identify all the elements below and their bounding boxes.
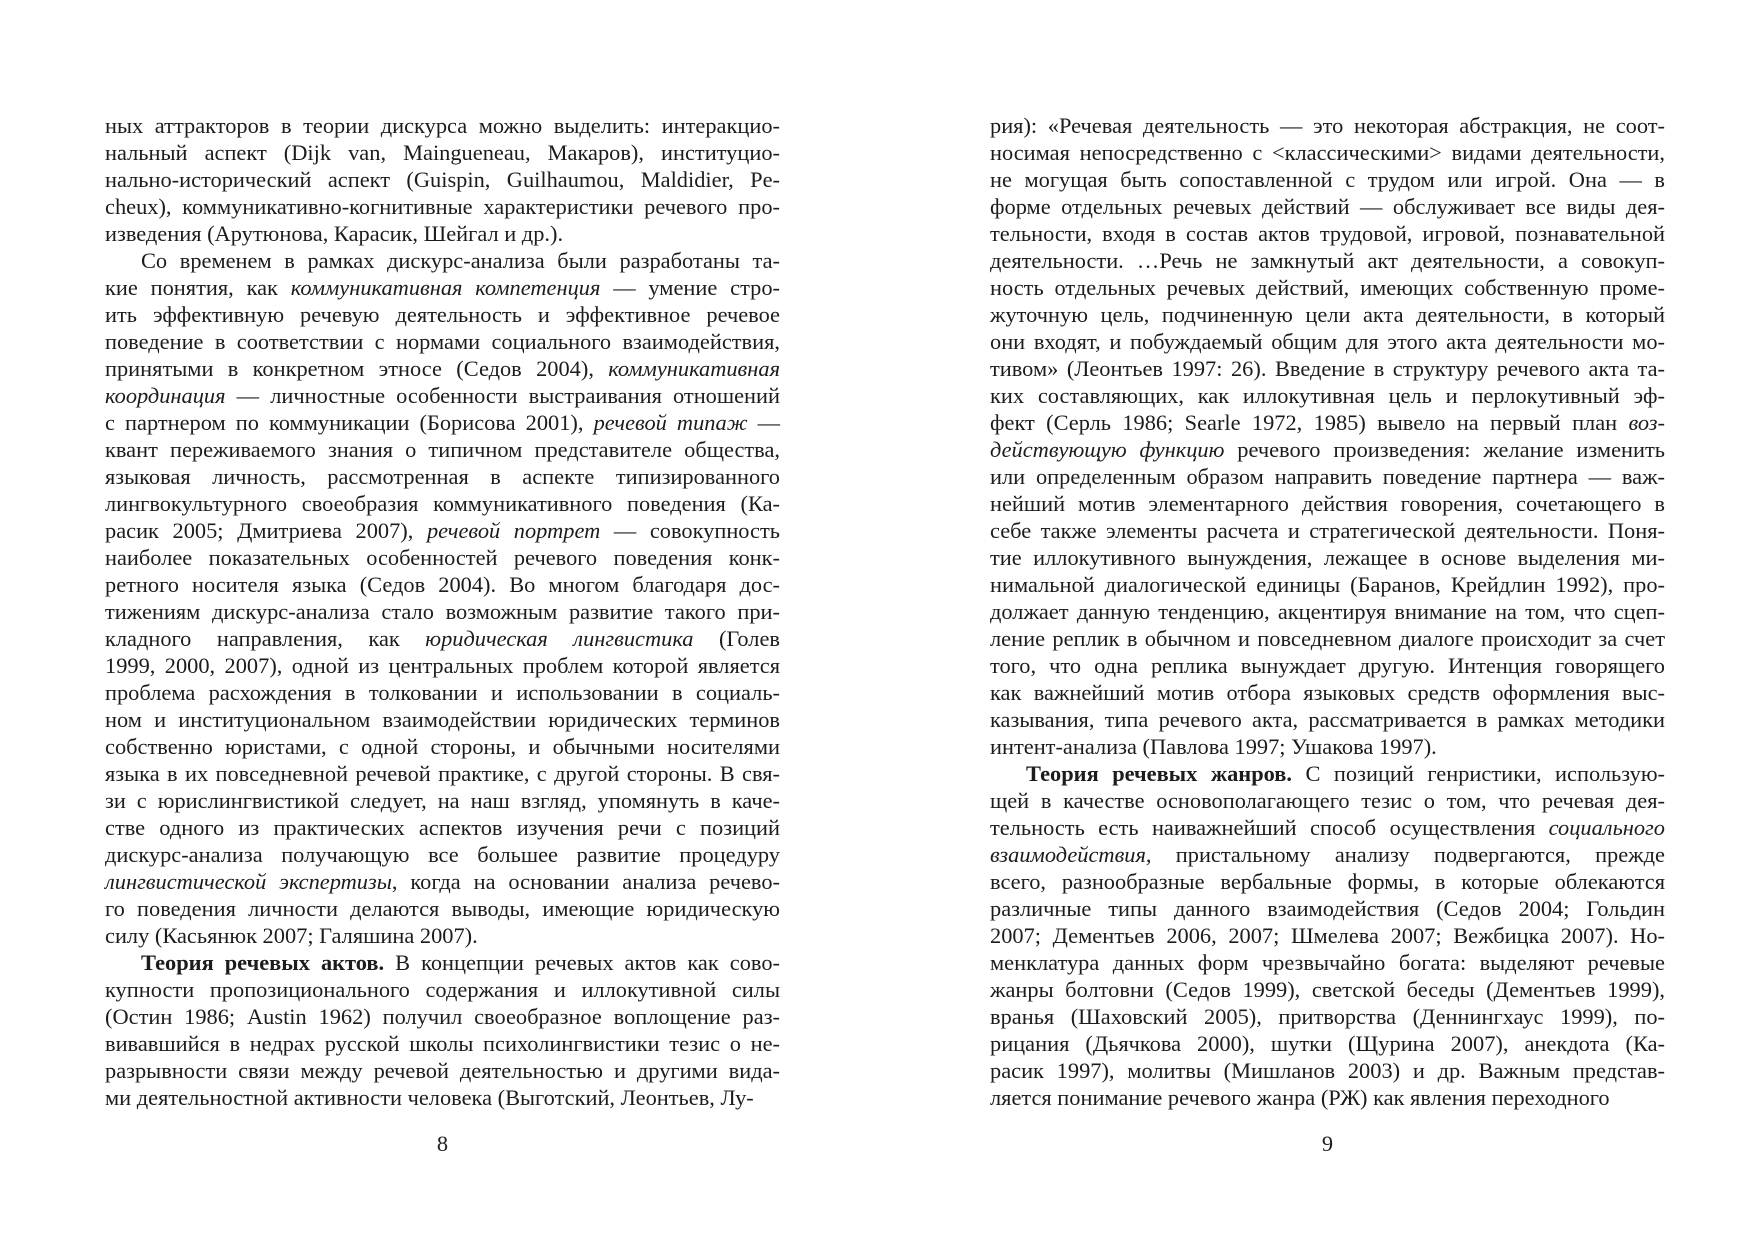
- text-run: стве одного из практических аспектов изучения речи с позиций: [105, 815, 780, 840]
- text-run: речевого произведения: желание изменить: [1224, 437, 1665, 462]
- text-run: В концепции речевых актов как сово-: [384, 950, 780, 975]
- text-run: — совокупность: [600, 518, 780, 543]
- text-run: 1999, 2000, 2007), одной из центральных проблем которой является: [105, 653, 780, 678]
- text-run: —: [747, 410, 780, 435]
- text-run: 2007; Дементьев 2006, 2007; Шмелева 2007; Вежбицка 2007). Но-: [990, 923, 1665, 948]
- text-line: [105, 1084, 780, 1111]
- text-line: [990, 139, 1665, 166]
- text-line: [105, 571, 780, 598]
- italic-term: воз-: [1628, 410, 1665, 435]
- text-line: [105, 274, 780, 301]
- italic-term: юридическая лингвистика: [425, 626, 694, 651]
- text-line: [105, 733, 780, 760]
- text-line: [105, 463, 780, 490]
- text-run: себе также элементы расчета и стратегической деятельности. Поня-: [990, 518, 1665, 543]
- text-line: [990, 1057, 1665, 1084]
- text-line: [990, 166, 1665, 193]
- left-page: [105, 112, 780, 1111]
- text-line: [990, 328, 1665, 355]
- text-line: [990, 922, 1665, 949]
- text-line: [990, 409, 1665, 436]
- text-run: cheux), коммуникативно-когнитивные характеристики речевого про-: [105, 194, 780, 219]
- text-run: вранья (Шаховский 2005), притворства (Деннингхаус 1999), по-: [990, 1004, 1665, 1029]
- text-run: тельности, входя в состав актов трудовой, игровой, познавательной: [990, 221, 1665, 246]
- text-line: [105, 1003, 780, 1030]
- text-line: [990, 841, 1665, 868]
- text-line: [990, 517, 1665, 544]
- text-run: ми деятельностной активности человека (Выготский, Леонтьев, Лу-: [105, 1085, 754, 1110]
- text-line: [990, 112, 1665, 139]
- text-run: языковая личность, рассмотренная в аспекте типизированного: [105, 464, 780, 489]
- text-run: проблема расхождения в толковании и использовании в социаль-: [105, 680, 780, 705]
- text-line: [105, 139, 780, 166]
- text-run: рия): «Речевая деятельность — это некоторая абстракция, не соот-: [990, 113, 1665, 138]
- text-run: различные типы данного взаимодействия (Седов 2004; Гольдин: [990, 896, 1665, 921]
- text-line: [990, 274, 1665, 301]
- right-page-number: 9: [1321, 1131, 1334, 1156]
- text-run: ление реплик в обычном и повседневном диалоге происходит за счет: [990, 626, 1665, 651]
- italic-term: взаимодействия: [990, 842, 1146, 867]
- text-run: ких составляющих, как иллокутивная цель и перлокутивный эф-: [990, 383, 1665, 408]
- text-run: Со временем в рамках дискурс-анализа были разработаны та-: [141, 248, 780, 273]
- right-page: [990, 112, 1665, 1111]
- text-run: кие понятия, как: [105, 275, 291, 300]
- text-line: [990, 814, 1665, 841]
- text-line: [105, 220, 780, 247]
- text-line: [105, 868, 780, 895]
- text-line: [990, 787, 1665, 814]
- text-run: ляется понимание речевого жанра (РЖ) как явления переходного: [990, 1085, 1610, 1110]
- text-line: [990, 949, 1665, 976]
- text-run: тивом» (Леонтьев 1997: 26). Введение в структуру речевого акта та-: [990, 356, 1665, 381]
- text-run: казывания, типа речевого акта, рассматривается в рамках методики: [990, 707, 1665, 732]
- text-line: [990, 760, 1665, 787]
- text-line: [990, 490, 1665, 517]
- text-run: разрывности связи между речевой деятельностью и другими вида-: [105, 1058, 780, 1083]
- text-line: [105, 166, 780, 193]
- text-run: квант переживаемого знания о типичном представителе общества,: [105, 437, 780, 462]
- text-line: [105, 760, 780, 787]
- text-line: [990, 706, 1665, 733]
- section-heading: Теория речевых жанров.: [1026, 761, 1292, 786]
- text-run: изведения (Арутюнова, Карасик, Шейгал и др.).: [105, 221, 564, 246]
- text-run: тельность есть наиважнейший способ осуществления: [990, 815, 1549, 840]
- text-run: нальный аспект (Dijk van, Maingueneau, Макаров), институцио-: [105, 140, 780, 165]
- text-run: — личностные особенности выстраивания отношений: [225, 383, 780, 408]
- italic-term: социального: [1548, 815, 1665, 840]
- text-line: [990, 733, 1665, 760]
- text-line: [105, 706, 780, 733]
- text-run: форме отдельных речевых действий — обслуживает все виды дея-: [990, 194, 1665, 219]
- text-run: нимальной диалогической единицы (Баранов, Крейдлин 1992), про-: [990, 572, 1665, 597]
- text-run: С позиций генристики, использую-: [1291, 761, 1665, 786]
- text-line: [105, 652, 780, 679]
- text-run: (Остин 1986; Austin 1962) получил своеобразное воплощение раз-: [105, 1004, 780, 1029]
- text-line: [105, 436, 780, 463]
- text-run: кладного направления, как: [105, 626, 426, 651]
- text-line: [105, 922, 780, 949]
- text-line: [105, 814, 780, 841]
- text-line: [990, 1003, 1665, 1030]
- text-run: менклатура данных форм чрезвычайно богата: выделяют речевые: [990, 950, 1665, 975]
- text-line: [990, 868, 1665, 895]
- text-run: силу (Касьянюк 2007; Галяшина 2007).: [105, 923, 478, 948]
- text-line: [990, 1084, 1665, 1111]
- text-run: нейший мотив элементарного действия говорения, сочетающего в: [990, 491, 1665, 516]
- text-line: [990, 220, 1665, 247]
- text-line: [105, 517, 780, 544]
- text-line: [105, 544, 780, 571]
- text-run: языка в их повседневной речевой практике, с другой стороны. В свя-: [105, 761, 780, 786]
- text-run: как важнейший мотив отбора языковых средств оформления выс-: [990, 680, 1665, 705]
- text-run: должает данную тенденцию, акцентируя внимание на том, что сцеп-: [990, 599, 1665, 624]
- text-run: расик 2005; Дмитриева 2007),: [105, 518, 427, 543]
- italic-term: лингвистической экспертизы: [105, 869, 392, 894]
- left-page-text: [105, 112, 780, 1111]
- text-line: [990, 301, 1665, 328]
- text-run: ных аттракторов в теории дискурса можно выделить: интеракцио-: [105, 113, 780, 138]
- text-run: того, что одна реплика вынуждает другую. Интенция говорящего: [990, 653, 1665, 678]
- italic-term: коммуникативная компетенция: [290, 275, 601, 300]
- text-run: нально-исторический аспект (Guispin, Guilhaumou, Maldidier, Pe-: [105, 167, 780, 192]
- text-line: [105, 679, 780, 706]
- text-run: поведение в соответствии с нормами социального взаимодействия,: [105, 329, 780, 354]
- text-run: рицания (Дьячкова 2000), шутки (Щурина 2007), анекдота (Ка-: [990, 1031, 1665, 1056]
- text-line: [105, 1030, 780, 1057]
- text-run: го поведения личности делаются выводы, имеющие юридическую: [105, 896, 780, 921]
- text-line: [105, 382, 780, 409]
- text-run: не могущая быть сопоставленной с трудом или игрой. Она — в: [990, 167, 1665, 192]
- text-run: , когда на основании анализа речево-: [391, 869, 780, 894]
- text-run: интент-анализа (Павлова 1997; Ушакова 1997).: [990, 734, 1437, 759]
- text-run: расик 1997), молитвы (Мишланов 2003) и др. Важным представ-: [990, 1058, 1665, 1083]
- text-run: они входят, и побуждаемый общим для этого акта деятельности мо-: [990, 329, 1665, 354]
- section-heading: Теория речевых актов.: [141, 950, 385, 975]
- text-line: [990, 436, 1665, 463]
- text-line: [990, 355, 1665, 382]
- text-run: ретного носителя языка (Седов 2004). Во многом благодаря дос-: [105, 572, 780, 597]
- text-line: [990, 1030, 1665, 1057]
- text-line: [990, 679, 1665, 706]
- text-line: [105, 409, 780, 436]
- text-run: вивавшийся в недрах русской школы психолингвистики тезис о не-: [105, 1031, 780, 1056]
- italic-term: речевой типаж: [593, 410, 748, 435]
- text-line: [990, 193, 1665, 220]
- text-line: [990, 463, 1665, 490]
- text-line: [990, 598, 1665, 625]
- text-run: купности пропозиционального содержания и иллокутивной силы: [105, 977, 780, 1002]
- text-line: [990, 247, 1665, 274]
- text-line: [105, 598, 780, 625]
- italic-term: действующую функцию: [990, 437, 1225, 462]
- text-line: [105, 841, 780, 868]
- text-line: [990, 895, 1665, 922]
- text-run: тие иллокутивного вынуждения, лежащее в основе выделения ми-: [990, 545, 1665, 570]
- text-line: [990, 382, 1665, 409]
- text-run: ном и институциональном взаимодействии юридических терминов: [105, 707, 780, 732]
- text-line: [105, 112, 780, 139]
- text-run: (Голев: [693, 626, 780, 651]
- text-run: наиболее показательных особенностей речевого поведения конк-: [105, 545, 780, 570]
- text-line: [990, 652, 1665, 679]
- text-run: жанры болтовни (Седов 1999), светской беседы (Дементьев 1999),: [990, 977, 1665, 1002]
- text-line: [105, 355, 780, 382]
- text-line: [105, 490, 780, 517]
- text-line: [105, 328, 780, 355]
- text-run: деятельности. …Речь не замкнутый акт деятельности, а совокуп-: [990, 248, 1665, 273]
- text-run: принятыми в конкретном этносе (Седов 2004),: [105, 356, 609, 381]
- text-run: щей в качестве основополагающего тезис о том, что речевая дея-: [990, 788, 1665, 813]
- text-run: — умение стро-: [600, 275, 780, 300]
- text-line: [105, 247, 780, 274]
- right-page-text: [990, 112, 1665, 1111]
- text-line: [990, 625, 1665, 652]
- text-line: [105, 895, 780, 922]
- text-run: носимая непосредственно с <классическими> видами деятельности,: [990, 140, 1665, 165]
- text-line: [990, 571, 1665, 598]
- text-line: [105, 949, 780, 976]
- text-run: собственно юристами, с одной стороны, и обычными носителями: [105, 734, 780, 759]
- text-run: , пристальному анализу подвергаются, прежде: [1145, 842, 1665, 867]
- text-run: лингвокультурного своеобразия коммуникативного поведения (Ка-: [105, 491, 780, 516]
- italic-term: коммуникативная: [608, 356, 780, 381]
- text-run: дискурс-анализа получающую все большее развитие процедуру: [105, 842, 780, 867]
- text-run: жуточную цель, подчиненную цели акта деятельности, в который: [990, 302, 1665, 327]
- text-run: ить эффективную речевую деятельность и эффективное речевое: [105, 302, 780, 327]
- italic-term: координация: [105, 383, 226, 408]
- text-line: [105, 1057, 780, 1084]
- left-page-number: 8: [436, 1131, 449, 1156]
- text-line: [105, 625, 780, 652]
- text-line: [105, 301, 780, 328]
- text-run: с партнером по коммуникации (Борисова 2001),: [105, 410, 594, 435]
- text-run: тижениям дискурс-анализа стало возможным развитие такого при-: [105, 599, 780, 624]
- text-line: [105, 787, 780, 814]
- text-run: всего, разнообразные вербальные формы, в которые облекаются: [990, 869, 1665, 894]
- text-run: ность отдельных речевых действий, имеющих собственную проме-: [990, 275, 1665, 300]
- italic-term: речевой портрет: [426, 518, 601, 543]
- text-run: или определенным образом направить поведение партнера — важ-: [990, 464, 1665, 489]
- text-line: [105, 976, 780, 1003]
- text-run: фект (Серль 1986; Searle 1972, 1985) вывело на первый план: [990, 410, 1629, 435]
- text-line: [105, 193, 780, 220]
- text-line: [990, 976, 1665, 1003]
- text-run: зи с юрислингвистикой следует, на наш взгляд, упомянуть в каче-: [105, 788, 780, 813]
- text-line: [990, 544, 1665, 571]
